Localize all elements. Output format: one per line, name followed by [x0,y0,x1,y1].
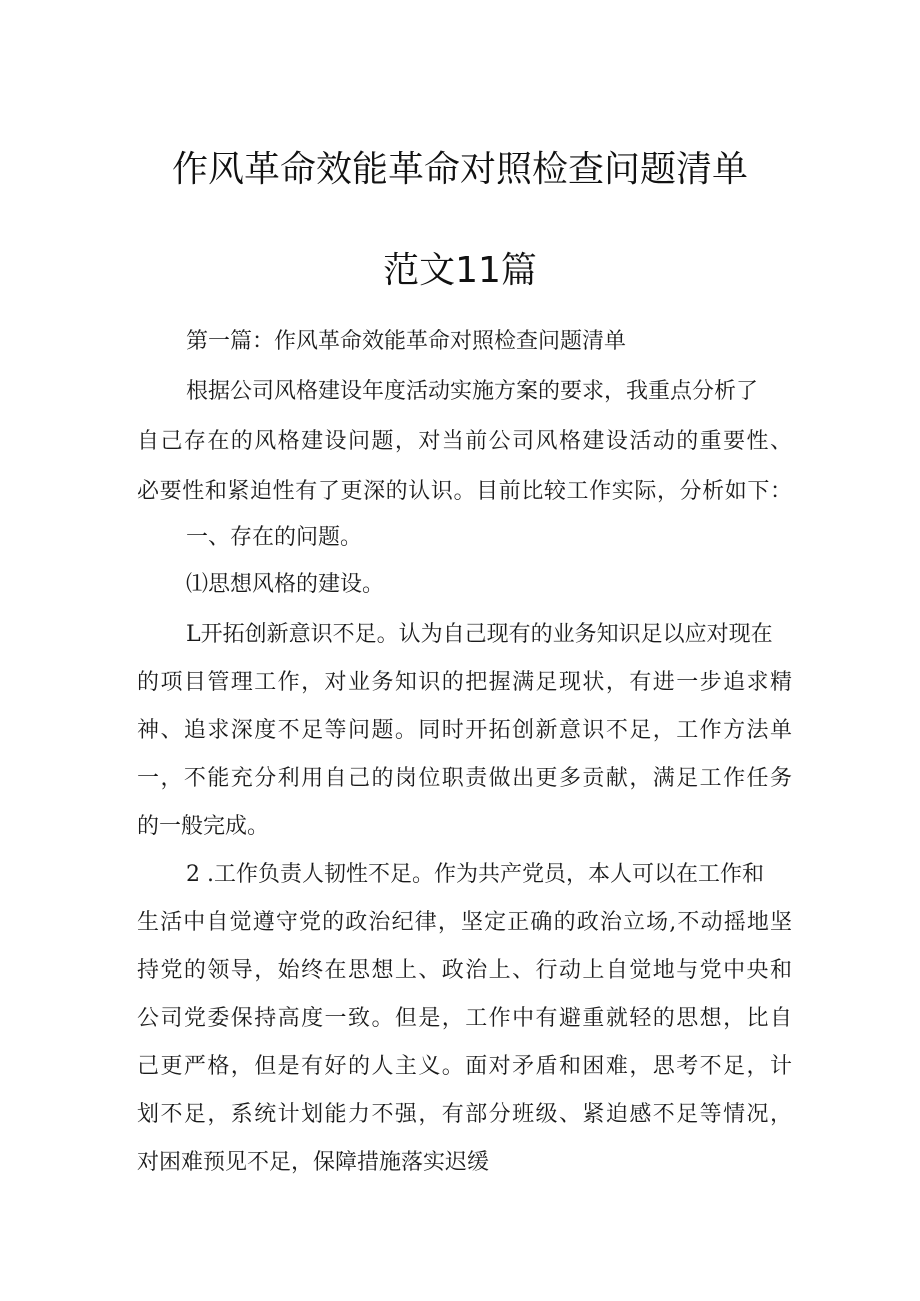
document-title-line-2: 范文11篇 [383,250,537,291]
paragraph-line: 对困难预见不足，保障措施落实迟缓 [137,1150,490,1175]
chapter-heading: 第一篇：作风革命效能革命对照检查问题清单 [186,329,627,354]
paragraph-line: 的项目管理工作，对业务知识的把握满足现状，有进一步追求精 [137,670,792,695]
paragraph-line: 划不足，系统计划能力不强，有部分班级、紧迫感不足等情况， [137,1102,792,1127]
subsection-heading: ⑴思想风格的建设。 [186,572,385,597]
section-heading: 一、存在的问题。 [186,525,363,550]
document-title-line-1: 作风革命效能革命对照检查问题清单 [171,149,748,190]
paragraph-line: L开拓创新意识不足。认为自己现有的业务知识足以应对现在 [186,622,773,647]
paragraph-line: 2 .工作负责人韧性不足。作为共产党员，本人可以在工作和 [186,862,764,887]
paragraph-line: 根据公司风格建设年度活动实施方案的要求，我重点分析了 [186,379,759,404]
paragraph-line: 必要性和紧迫性有了更深的认识。目前比较工作实际，分析如下： [137,479,792,504]
paragraph-line: 的一般完成。 [137,814,270,839]
paragraph-line: 己更严格，但是有好的人主义。面对矛盾和困难，思考不足，计 [137,1054,792,1079]
paragraph-line: 持党的领导，始终在思想上、政治上、行动上自觉地与党中央和 [137,958,792,983]
paragraph-line: 生活中自觉遵守党的政治纪律，坚定正确的政治立场,不动摇地坚 [137,910,792,935]
paragraph-line: 一，不能充分利用自己的岗位职责做出更多贡献，满足工作任务 [137,766,792,791]
paragraph-line: 公司党委保持高度一致。但是，工作中有避重就轻的思想，比自 [137,1006,792,1031]
paragraph-line: 神、追求深度不足等问题。同时开拓创新意识不足，工作方法单 [137,718,792,743]
paragraph-line: 自己存在的风格建设问题，对当前公司风格建设活动的重要性、 [137,429,792,454]
